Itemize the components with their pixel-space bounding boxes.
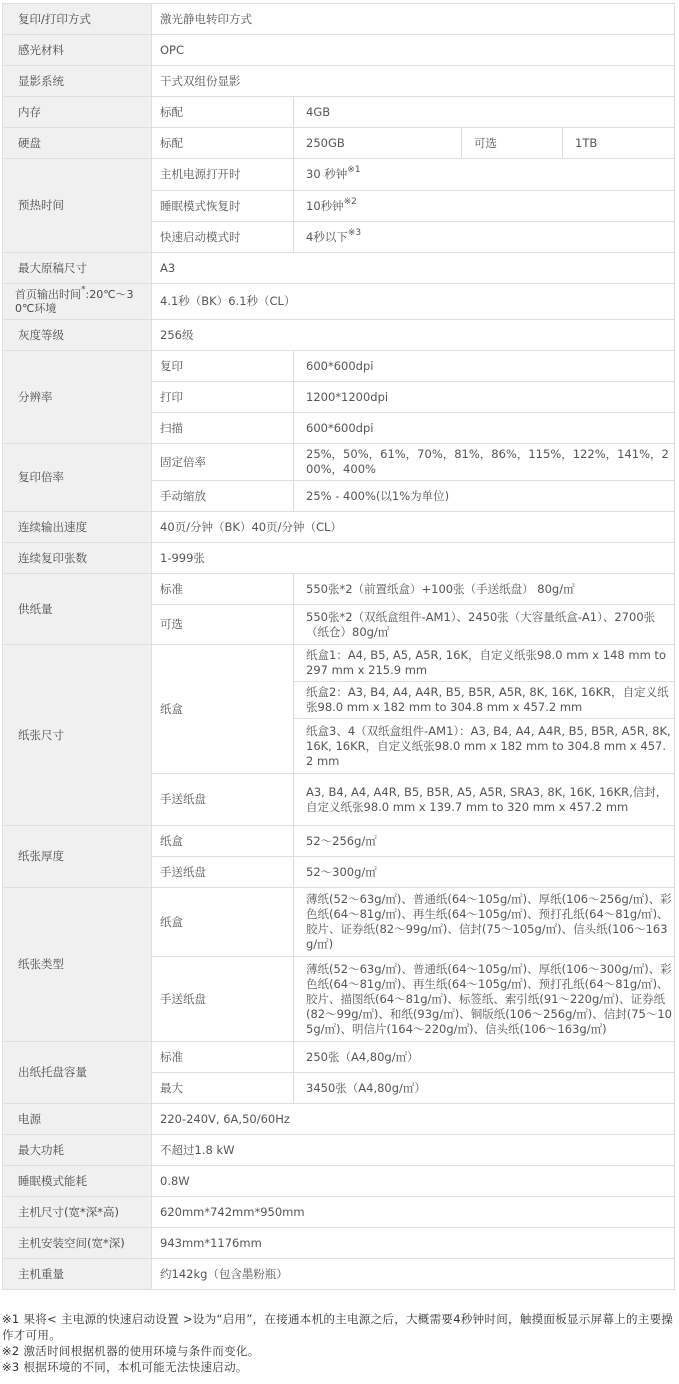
table-row: [3, 888, 675, 957]
row-label: 主机尺寸(宽*深*高): [3, 1197, 152, 1228]
table-row: [3, 253, 675, 284]
table-row: [3, 1135, 675, 1166]
row-sublabel: 标准: [152, 1042, 294, 1073]
table-row: [3, 826, 675, 857]
table-row: [3, 543, 675, 574]
table-row: [3, 1042, 675, 1073]
row-label: 供纸量: [3, 574, 152, 645]
row-sublabel: 快速启动模式时: [152, 222, 294, 253]
table-row: [3, 1228, 675, 1259]
table-row: [3, 1197, 675, 1228]
row-value: 不超过1.8 kW: [152, 1135, 675, 1166]
row-sublabel: 打印: [152, 382, 294, 413]
table-row: [3, 4, 675, 35]
row-value: 550张*2（双纸盒组件-AM1）、2450张（大容量纸盒-A1）、2700张（纸仓）80g/㎡: [294, 605, 675, 645]
footnote-mark: ※2: [343, 196, 357, 207]
row-value: 薄纸(52～63g/㎡)、普通纸(64～105g/㎡)、厚纸(106～256g/㎡)、彩色纸(64～81g/㎡)、再生纸(64～105g/㎡)、预打孔纸(64～81g/㎡)、胶片、证券纸(82～99g/㎡)、信封(75～105g/㎡)、信头纸(106～163g/㎡): [294, 888, 675, 957]
row-sublabel: 主机电源打开时: [152, 159, 294, 191]
table-row: [3, 284, 675, 320]
row-value: 3450张（A4,80g/㎡）: [294, 1073, 675, 1104]
row-value: 1200*1200dpi: [294, 382, 675, 413]
row-value: A3, B4, A4, A4R, B5, B5R, A5, A5R, SRA3, 8K, 16K, 16KR,信封，自定义纸张98.0 mm x 139.7 mm to 320 mm x 457.2 mm: [294, 774, 675, 826]
footnote-2: ※2 激活时间根据机器的使用环境与条件而变化。: [2, 1344, 260, 1358]
row-label: 纸张类型: [3, 888, 152, 1042]
table-row: [3, 97, 675, 128]
row-value: 1-999张: [152, 543, 675, 574]
row-label: 最大原稿尺寸: [3, 253, 152, 284]
row-label: 连续输出速度: [3, 512, 152, 543]
table-row: [3, 35, 675, 66]
table-row: [3, 128, 675, 159]
row-value: 激光静电转印方式: [152, 4, 675, 35]
row-sublabel: 复印: [152, 351, 294, 382]
footnote-mark: ※3: [347, 227, 362, 238]
row-value: 256级: [152, 320, 675, 351]
row-label: 纸张尺寸: [3, 645, 152, 826]
row-label: 感光材料: [3, 35, 152, 66]
row-value: 30 秒钟$^{※1}$: [294, 159, 675, 191]
row-label: 预热时间: [3, 159, 152, 253]
row-value: 干式双组份显影: [152, 66, 675, 97]
row-sublabel: 纸盒: [152, 826, 294, 857]
row-sublabel: 手动缩放: [152, 481, 294, 512]
row-label: 最大功耗: [3, 1135, 152, 1166]
row-sublabel: 纸盒: [152, 888, 294, 957]
row-label: 复印/打印方式: [3, 4, 152, 35]
row-value: 纸盒3、4（双纸盒组件-AM1）：A3, B4, A4, A4R, B5, B5R, A5R, 8K, 16K, 16KR，自定义纸张98.0 mm x 182 mm to 304.8 mm x 457.2 mm: [294, 719, 675, 774]
table-row: [3, 1166, 675, 1197]
row-value: 250GB: [294, 128, 462, 159]
row-value: 薄纸(52～63g/㎡)、普通纸(64～105g/㎡)、厚纸(106～300g/㎡)、彩色纸(64～81g/㎡)、再生纸(64～105g/㎡)、预打孔纸(64～81g/㎡)、胶片、描图纸(64～81g/㎡)、标签纸、索引纸(91～220g/㎡)、证券纸(82～99g/㎡)、和纸(93g/㎡)、铜版纸(106～256g/㎡)、信封(75～105g/㎡)、明信片(164～220g/㎡)、信头纸(106～163g/㎡): [294, 957, 675, 1042]
row-sublabel: 手送纸盘: [152, 774, 294, 826]
row-value: 4GB: [294, 97, 675, 128]
row-value: 10秒钟$^{※2}$: [294, 191, 675, 222]
row-option-value: 1TB: [563, 128, 675, 159]
row-label: 显影系统: [3, 66, 152, 97]
row-value: 620mm*742mm*950mm: [152, 1197, 675, 1228]
footnote-mark: ※1: [347, 165, 361, 175]
row-sublabel: 扫描: [152, 413, 294, 444]
row-sublabel: 标配: [152, 128, 294, 159]
row-label: 睡眠模式能耗: [3, 1166, 152, 1197]
row-value: 52～256g/㎡: [294, 826, 675, 857]
table-row: [3, 351, 675, 382]
row-value: 40页/分钟（BK）40页/分钟（CL）: [152, 512, 675, 543]
footnote-1: ※1 果将< 主电源的快速启动设置 >设为“启用”，在接通本机的主电源之后，大概需要4秒钟时间，触摸面板显示屏幕上的主要操作才可用。: [2, 1312, 674, 1342]
row-value: 250张（A4,80g/㎡）: [294, 1042, 675, 1073]
row-label: 出纸托盘容量: [3, 1042, 152, 1104]
row-value: 约142kg（包含墨粉瓶）: [152, 1259, 675, 1290]
row-label: 纸张厚度: [3, 826, 152, 888]
table-row: [3, 574, 675, 605]
row-sublabel: 标准: [152, 574, 294, 605]
row-sublabel: 手送纸盘: [152, 957, 294, 1042]
row-label: 电源: [3, 1104, 152, 1135]
row-value: 纸盒1：A4, B5, A5, A5R, 16K，自定义纸张98.0 mm x 148 mm to 297 mm x 215.9 mm: [294, 645, 675, 682]
row-label: 连续复印张数: [3, 543, 152, 574]
row-value: 4秒以下$^{※3}$: [294, 222, 675, 253]
row-value: 25%，50%，61%，70%，81%，86%，115%，122%，141%，200%，400%: [294, 444, 675, 481]
footnote-3: ※3 根据环境的不同，本机可能无法快速启动。: [2, 1360, 248, 1374]
row-sublabel: 最大: [152, 1073, 294, 1104]
table-row: [3, 1104, 675, 1135]
row-sublabel: 睡眠模式恢复时: [152, 191, 294, 222]
row-value: 600*600dpi: [294, 413, 675, 444]
row-sublabel: 纸盒: [152, 645, 294, 774]
table-row: [3, 159, 675, 191]
row-value: 纸盒2：A3, B4, A4, A4R, B5, B5R, A5R, 8K, 16K, 16KR，自定义纸张98.0 mm x 182 mm to 304.8 mm x 457.2 mm: [294, 682, 675, 719]
row-label: 硬盘: [3, 128, 152, 159]
table-row: [3, 66, 675, 97]
row-sublabel: 标配: [152, 97, 294, 128]
row-value: 52～300g/㎡: [294, 857, 675, 888]
row-label: 主机重量: [3, 1259, 152, 1290]
row-sublabel: 手送纸盘: [152, 857, 294, 888]
table-row: [3, 444, 675, 481]
row-label: 分辨率: [3, 351, 152, 444]
row-label: 主机安装空间(宽*深): [3, 1228, 152, 1259]
row-value: 0.8W: [152, 1166, 675, 1197]
footnotes: [2, 1311, 674, 1375]
table-row: [3, 512, 675, 543]
table-row: [3, 320, 675, 351]
row-value: A3: [152, 253, 675, 284]
row-value: 25% - 400%(以1%为单位): [294, 481, 675, 512]
row-value: 600*600dpi: [294, 351, 675, 382]
row-label: 复印倍率: [3, 444, 152, 512]
row-value: 943mm*1176mm: [152, 1228, 675, 1259]
row-value: OPC: [152, 35, 675, 66]
row-value: 220-240V, 6A,50/60Hz: [152, 1104, 675, 1135]
row-value: 550张*2（前置纸盒）+100张（手送纸盘） 80g/㎡: [294, 574, 675, 605]
row-option-label: 可选: [462, 128, 563, 159]
table-row: [3, 645, 675, 682]
row-label: 内存: [3, 97, 152, 128]
row-label: 首页输出时间*:20℃～30℃环境: [3, 284, 152, 320]
row-sublabel: 固定倍率: [152, 444, 294, 481]
spec-table: [2, 3, 675, 1290]
row-value: 4.1秒（BK）6.1秒（CL）: [152, 284, 675, 320]
row-sublabel: 可选: [152, 605, 294, 645]
table-row: [3, 1259, 675, 1290]
row-label: 灰度等级: [3, 320, 152, 351]
